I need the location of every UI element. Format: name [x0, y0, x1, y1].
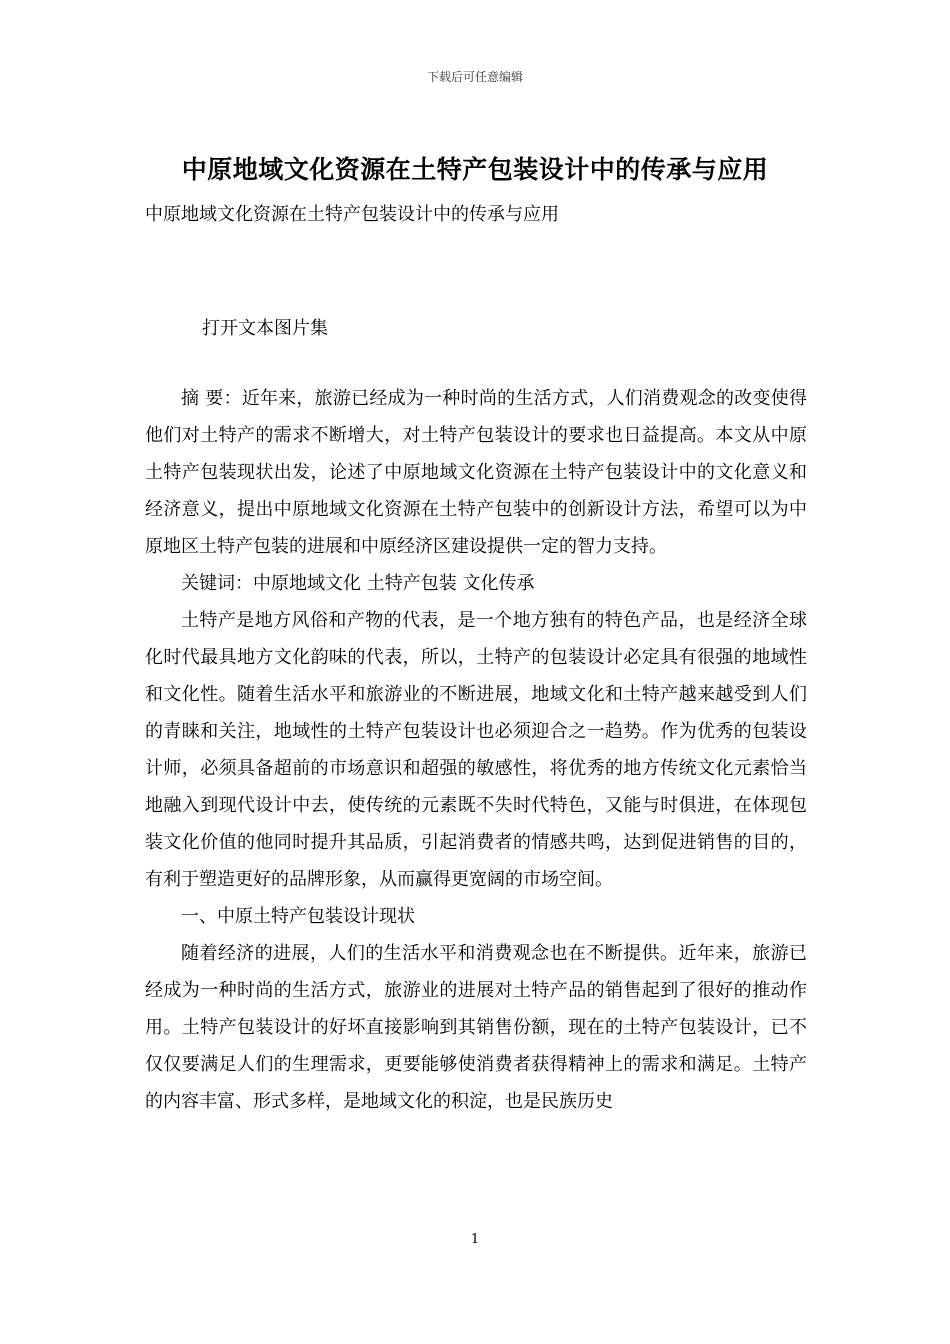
page-number: 1 [470, 1232, 480, 1247]
section-paragraph: 随着经济的进展，人们的生活水平和消费观念也在不断提供。近年来，旅游已经成为一种时尚的生活方式，旅游业的进展对土特产品的销售起到了很好的推动作用。土特产包装设计的好坏直接影响到其销售份额，现在的土特产包装设计，已不仅仅要满足人们的生理需求，更要能够使消费者获得精神上的需求和满足。土特产的内容丰富、形式多样，是地域文化的积淀，也是民族历史 [145, 943, 807, 1112]
section-heading: 一、中原土特产包装设计现状 [181, 906, 415, 927]
abstract-paragraph: 摘 要：近年来，旅游已经成为一种时尚的生活方式，人们消费观念的改变使得他们对土特产的需求不断增大，对土特产包装设计的要求也日益提高。本文从中原土特产包装现状出发，论述了中原地域文化资源在土特产包装设计中的文化意义和经济意义，提出中原地域文化资源在土特产包装中的创新设计方法，希望可以为中原地区土特产包装的进展和中原经济区建设提供一定的智力支持。 [145, 388, 807, 557]
intro-paragraph: 土特产是地方风俗和产物的代表，是一个地方独有的特色产品，也是经济全球化时代最具地方文化韵味的代表，所以，土特产的包装设计必定具有很强的地域性和文化性。随着生活水平和旅游业的不断进展，地域文化和土特产越来越受到人们的青睐和关注，地域性的土特产包装设计也必须迎合之一趋势。作为优秀的包装设计师，必须具备超前的市场意识和超强的敏感性，将优秀的地方传统文化元素恰当地融入到现代设计中去，使传统的元素既不失时代特色，又能与时俱进，在体现包装文化价值的他同时提升其品质，引起消费者的情感共鸣，达到促进销售的目的，有利于塑造更好的品牌形象，从而赢得更宽阔的市场空间。 [145, 610, 807, 890]
keywords-paragraph: 关键词：中原地域文化 土特产包装 文化传承 [181, 573, 535, 594]
open-image-gallery-link[interactable]: 打开文本图片集 [202, 318, 328, 339]
document-body [145, 380, 807, 1120]
document-title: 中原地域文化资源在土特产包装设计中的传承与应用 [181, 155, 769, 184]
document-subtitle: 中原地域文化资源在土特产包装设计中的传承与应用 [145, 204, 559, 225]
header-note: 下载后可任意编辑 [426, 70, 523, 84]
